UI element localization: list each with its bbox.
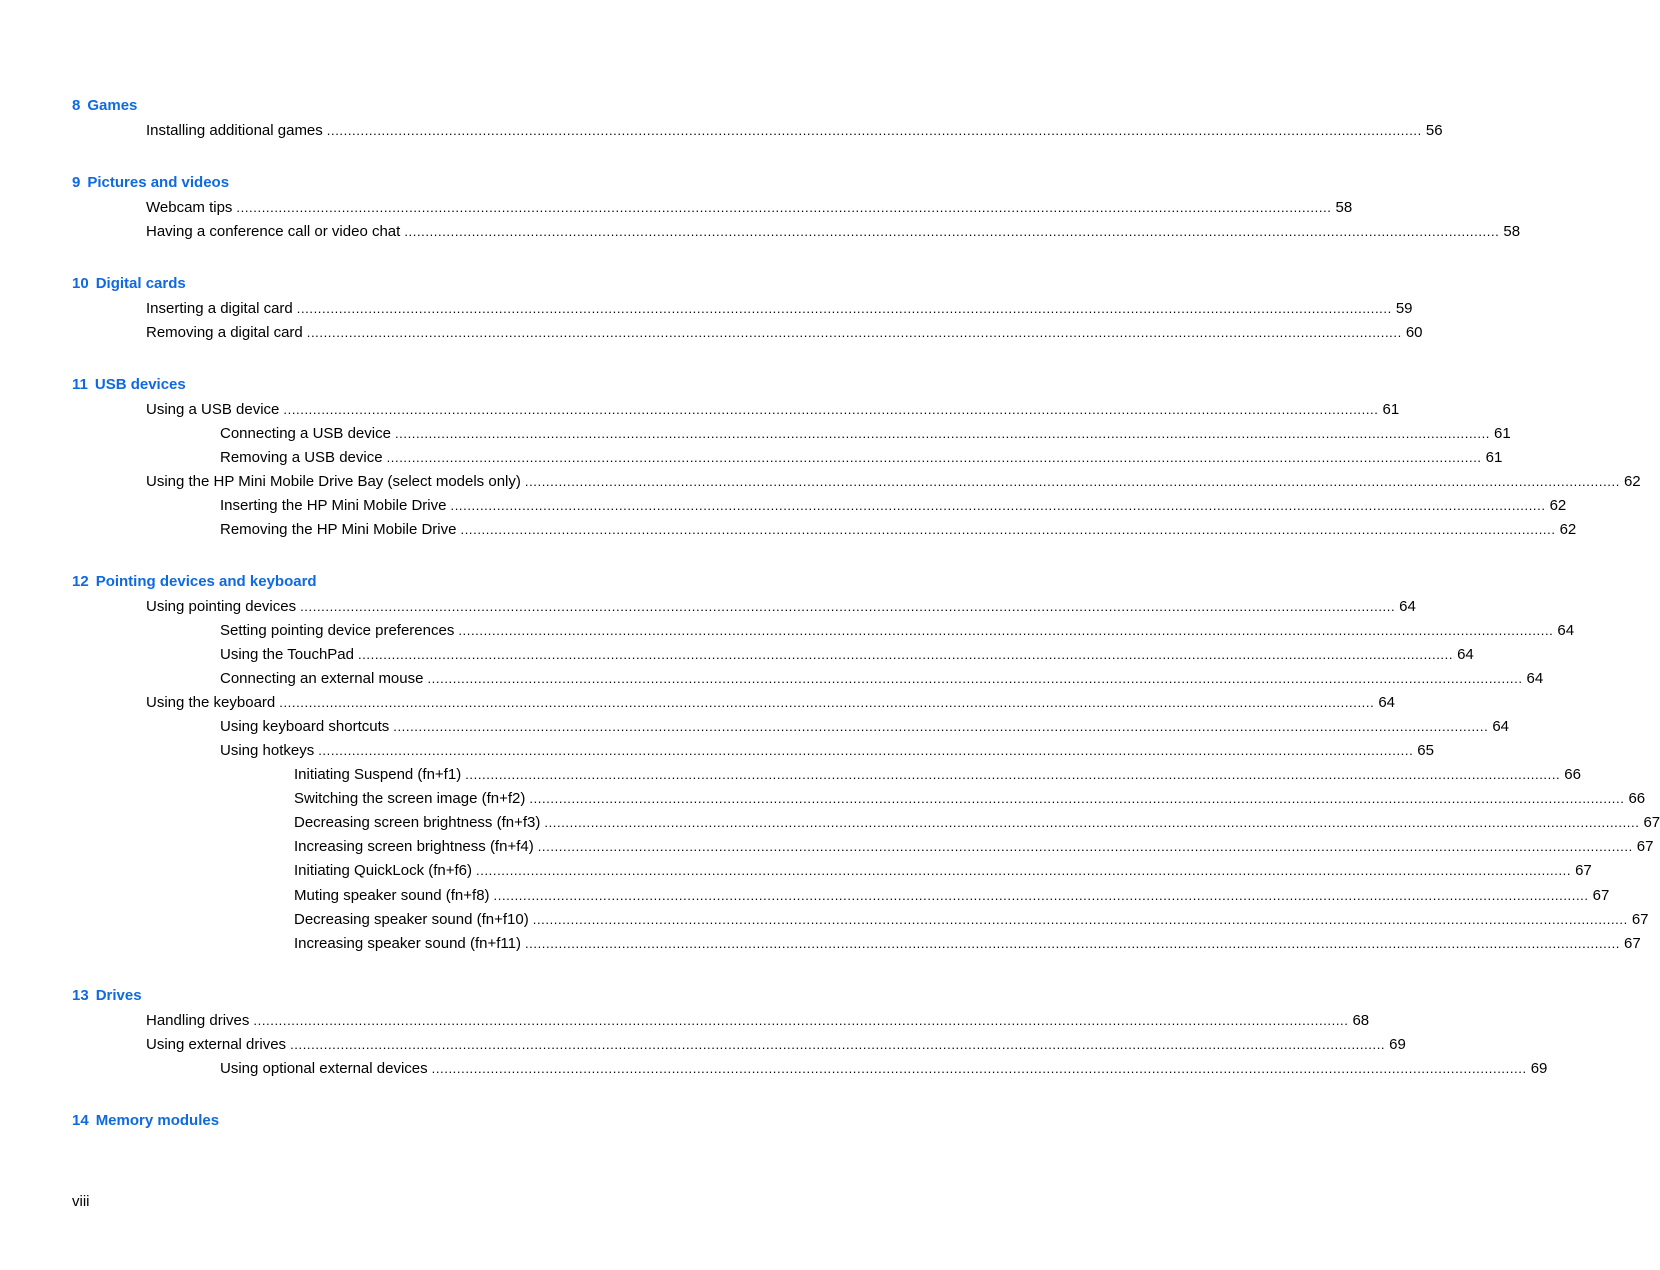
toc-entry-title: Decreasing speaker sound (fn+f10) — [294, 911, 529, 928]
toc-entry-title: Using hotkeys — [220, 742, 315, 759]
dot-leader: .................................................................................................................................................................................................................................................................... — [279, 695, 1375, 710]
toc-entry[interactable] — [294, 765, 1581, 785]
dot-leader: .................................................................................................................................................................................................................................................................... — [537, 839, 1633, 854]
chapter-heading[interactable] — [72, 573, 317, 590]
chapter-number: 11 — [72, 376, 88, 393]
toc-entry-title: Connecting an external mouse — [220, 670, 424, 687]
toc-page-number: 65 — [1417, 742, 1434, 759]
toc-entry-title: Muting speaker sound (fn+f8) — [294, 887, 490, 904]
dot-leader: .................................................................................................................................................................................................................................................................... — [427, 671, 1523, 686]
toc-entry[interactable] — [220, 1059, 1548, 1079]
toc-entry[interactable] — [146, 299, 1413, 319]
dot-leader: .................................................................................................................................................................................................................................................................... — [460, 522, 1556, 537]
toc-page-number: 58 — [1503, 223, 1521, 240]
toc-entry[interactable] — [220, 520, 1577, 540]
dot-leader: .................................................................................................................................................................................................................................................................... — [493, 888, 1589, 903]
toc-page-number: 67 — [1575, 862, 1592, 879]
toc-entry[interactable] — [294, 813, 1660, 833]
dot-leader: .................................................................................................................................................................................................................................................................... — [306, 325, 1402, 340]
toc-entry-title: Webcam tips — [146, 199, 233, 216]
dot-leader: .................................................................................................................................................................................................................................................................... — [465, 767, 1561, 782]
toc-entry-title: Using keyboard shortcuts — [220, 718, 390, 735]
toc-entry[interactable] — [294, 910, 1649, 930]
chapter-number: 8 — [72, 97, 81, 114]
toc-entry-title: Inserting the HP Mini Mobile Drive — [220, 497, 447, 514]
dot-leader: .................................................................................................................................................................................................................................................................... — [296, 301, 1392, 316]
toc-page-number: 61 — [1485, 449, 1503, 466]
toc-page-number: 67 — [1592, 887, 1610, 904]
dot-leader: .................................................................................................................................................................................................................................................................... — [404, 224, 1500, 239]
toc-page-number: 68 — [1352, 1012, 1370, 1029]
toc-page-number: 58 — [1335, 199, 1353, 216]
toc-page-number: 67 — [1636, 838, 1654, 855]
toc-entry-title: Increasing screen brightness (fn+f4) — [294, 838, 534, 855]
dot-leader: .................................................................................................................................................................................................................................................................... — [253, 1013, 1349, 1028]
toc-entry[interactable] — [146, 597, 1416, 617]
toc-page-number: 60 — [1405, 324, 1423, 341]
toc-entry-title: Using external drives — [146, 1036, 287, 1053]
dot-leader: .................................................................................................................................................................................................................................................................... — [524, 936, 1621, 951]
chapter-heading[interactable] — [72, 376, 186, 393]
toc-entry[interactable] — [294, 861, 1592, 881]
chapter-number: 13 — [72, 987, 89, 1004]
chapter-heading[interactable] — [72, 987, 142, 1004]
dot-leader: .................................................................................................................................................................................................................................................................... — [326, 123, 1422, 138]
toc-entry-title: Installing additional games — [146, 122, 323, 139]
toc-entry-title: Using the keyboard — [146, 694, 276, 711]
toc-page-number: 64 — [1492, 718, 1510, 735]
chapter-title: USB devices — [94, 376, 186, 393]
toc-page-number: 67 — [1624, 935, 1641, 952]
toc-entry[interactable] — [220, 448, 1503, 468]
dot-leader: .................................................................................................................................................................................................................................................................... — [458, 623, 1554, 638]
toc-entry[interactable] — [146, 222, 1521, 242]
toc-entry[interactable] — [220, 496, 1567, 516]
toc-entry[interactable] — [294, 886, 1610, 906]
toc-entry[interactable] — [220, 645, 1474, 665]
toc-entry[interactable] — [146, 121, 1443, 141]
toc-entry-title: Initiating QuickLock (fn+f6) — [294, 862, 473, 879]
chapter-title: Pointing devices and keyboard — [95, 573, 317, 590]
dot-leader: .................................................................................................................................................................................................................................................................... — [532, 912, 1628, 927]
toc-entry[interactable] — [146, 400, 1400, 420]
toc-page-number: 69 — [1530, 1060, 1548, 1077]
dot-leader: .................................................................................................................................................................................................................................................................... — [283, 402, 1379, 417]
toc-entry-title: Connecting a USB device — [220, 425, 391, 442]
chapter-title: Games — [87, 97, 138, 114]
toc-page-number: 64 — [1526, 670, 1544, 687]
toc-page-number: 56 — [1425, 122, 1443, 139]
dot-leader: .................................................................................................................................................................................................................................................................... — [529, 791, 1625, 806]
toc-entry-title: Using pointing devices — [146, 598, 297, 615]
toc-page-number: 62 — [1623, 473, 1641, 490]
chapter-title: Drives — [95, 987, 142, 1004]
toc-entry[interactable] — [294, 837, 1654, 857]
toc-entry[interactable] — [294, 789, 1646, 809]
toc-entry-title: Using optional external devices — [220, 1060, 428, 1077]
toc-entry-title: Handling drives — [146, 1012, 250, 1029]
chapter-title: Digital cards — [95, 275, 186, 292]
dot-leader: .................................................................................................................................................................................................................................................................... — [544, 815, 1640, 830]
chapter-number: 12 — [72, 573, 89, 590]
dot-leader: .................................................................................................................................................................................................................................................................... — [290, 1037, 1386, 1052]
toc-page-number: 64 — [1399, 598, 1416, 615]
toc-entry-title: Removing a digital card — [146, 324, 303, 341]
toc-entry[interactable] — [146, 693, 1396, 713]
toc-page-number: 62 — [1559, 521, 1577, 538]
toc-page-number: 66 — [1628, 790, 1646, 807]
toc-entry[interactable] — [220, 717, 1510, 737]
toc-entry[interactable] — [146, 1035, 1406, 1055]
toc-page-number: 61 — [1494, 425, 1511, 442]
toc-entry-title: Removing a USB device — [220, 449, 383, 466]
chapter-number: 10 — [72, 275, 89, 292]
toc-entry[interactable] — [220, 741, 1434, 761]
toc-page-number: 67 — [1631, 911, 1649, 928]
page-number-footer: viii — [72, 1193, 90, 1210]
dot-leader: .................................................................................................................................................................................................................................................................... — [300, 599, 1396, 614]
toc-page-number: 66 — [1564, 766, 1581, 783]
chapter-title: Pictures and videos — [87, 174, 230, 191]
toc-entry[interactable] — [146, 1011, 1370, 1031]
chapter-heading[interactable] — [72, 97, 137, 114]
chapter-heading[interactable] — [72, 174, 229, 191]
chapter-heading[interactable] — [72, 275, 186, 292]
toc-entry-title: Increasing speaker sound (fn+f11) — [294, 935, 521, 952]
toc-entry-title: Initiating Suspend (fn+f1) — [294, 766, 462, 783]
dot-leader: .................................................................................................................................................................................................................................................................... — [318, 743, 1414, 758]
toc-entry-title: Inserting a digital card — [146, 300, 293, 317]
dot-leader: .................................................................................................................................................................................................................................................................... — [357, 647, 1454, 662]
toc-entry-title: Having a conference call or video chat — [146, 223, 401, 240]
dot-leader: .................................................................................................................................................................................................................................................................... — [450, 498, 1546, 513]
dot-leader: .................................................................................................................................................................................................................................................................... — [476, 863, 1572, 878]
dot-leader: .................................................................................................................................................................................................................................................................... — [236, 200, 1332, 215]
toc-page-number: 67 — [1643, 814, 1660, 831]
toc-entry[interactable] — [146, 323, 1423, 343]
toc-page-number: 64 — [1378, 694, 1396, 711]
toc-entry[interactable] — [146, 198, 1353, 218]
dot-leader: .................................................................................................................................................................................................................................................................... — [386, 450, 1482, 465]
toc-page-number: 69 — [1389, 1036, 1406, 1053]
toc-entry-title: Using the TouchPad — [220, 646, 354, 663]
toc-entry-title: Using the HP Mini Mobile Drive Bay (select models only) — [146, 473, 521, 490]
toc-entry[interactable] — [146, 472, 1641, 492]
toc-entry[interactable] — [220, 621, 1575, 641]
toc-page-number: 59 — [1395, 300, 1413, 317]
toc-page-number: 61 — [1382, 401, 1400, 418]
toc-entry-title: Decreasing screen brightness (fn+f3) — [294, 814, 541, 831]
toc-entry-title: Removing the HP Mini Mobile Drive — [220, 521, 457, 538]
chapter-heading[interactable] — [72, 1112, 219, 1129]
toc-entry-title: Switching the screen image (fn+f2) — [294, 790, 526, 807]
toc-entry[interactable] — [220, 669, 1544, 689]
toc-page-number: 64 — [1457, 646, 1474, 663]
toc-page-number: 64 — [1557, 622, 1575, 639]
dot-leader: .................................................................................................................................................................................................................................................................... — [524, 474, 1620, 489]
toc-entry[interactable] — [294, 934, 1641, 954]
toc-page-number: 62 — [1549, 497, 1567, 514]
chapter-number: 9 — [72, 174, 81, 191]
toc-entry[interactable] — [220, 424, 1511, 444]
chapter-title: Memory modules — [95, 1112, 220, 1129]
chapter-number: 14 — [72, 1112, 89, 1129]
toc-entry-title: Using a USB device — [146, 401, 280, 418]
dot-leader: .................................................................................................................................................................................................................................................................... — [394, 426, 1491, 441]
toc-entry-title: Setting pointing device preferences — [220, 622, 455, 639]
dot-leader: .................................................................................................................................................................................................................................................................... — [431, 1061, 1527, 1076]
dot-leader: .................................................................................................................................................................................................................................................................... — [393, 719, 1489, 734]
